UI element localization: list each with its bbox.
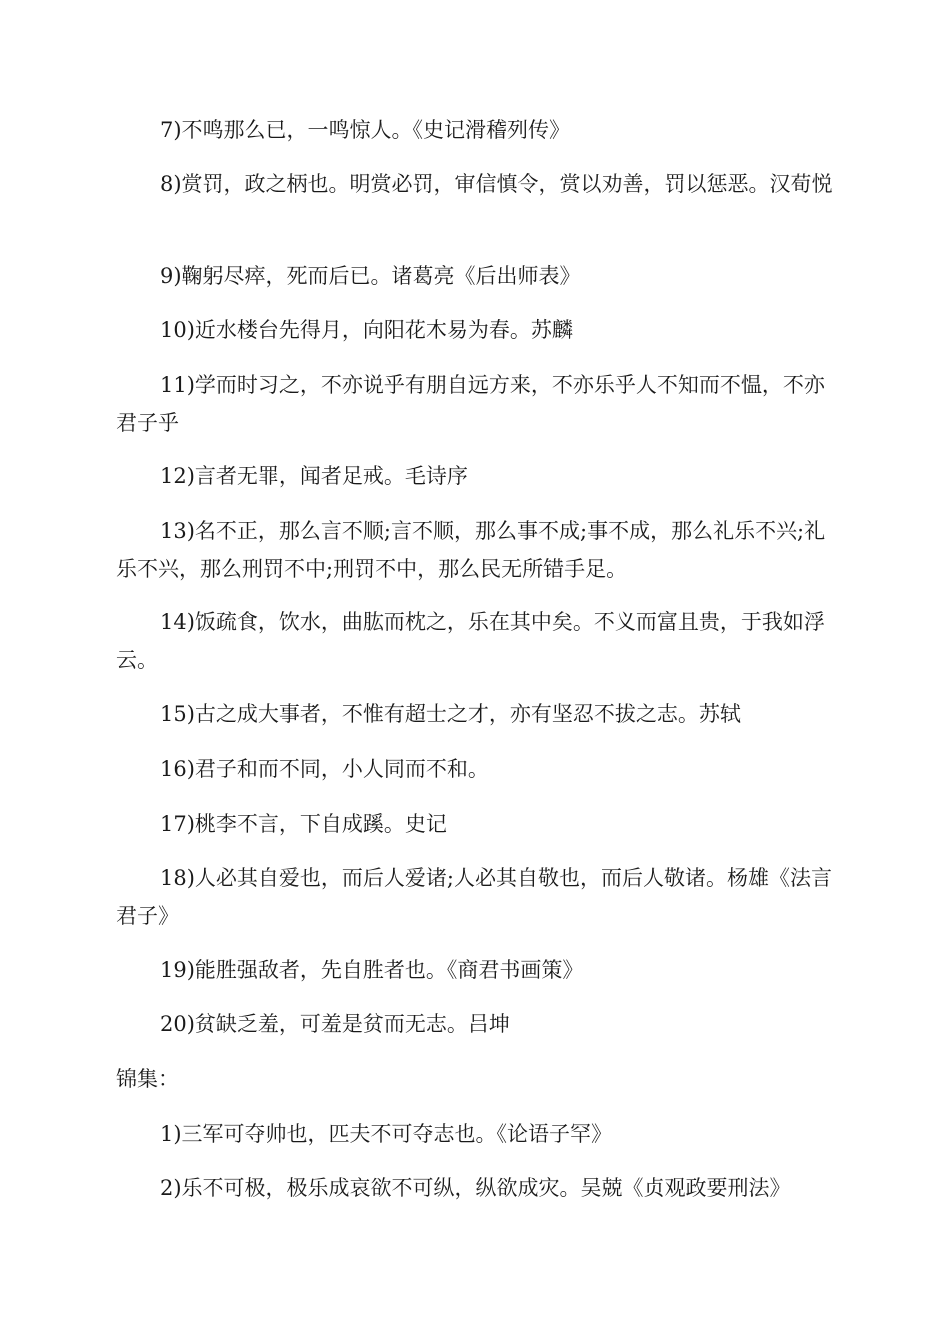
section-heading: 锦集： [116, 1067, 179, 1091]
quote-item: 18)人必其自爱也，而后人爱诸;人必其自敬也，而后人敬诸。杨雄《法言君子》 [116, 866, 832, 928]
quote-item: 11)学而时习之，不亦说乎有朋自远方来，不亦乐乎人不知而不愠，不亦君子乎 [116, 373, 825, 435]
quote-item: 19)能胜强敌者，先自胜者也。《商君书画策》 [160, 958, 584, 982]
quote-item: 7)不鸣那么已，一鸣惊人。《史记滑稽列传》 [160, 118, 571, 142]
quote-item: 16)君子和而不同，小人同而不和。 [160, 757, 489, 781]
quote-item: 1)三军可夺帅也，匹夫不可夺志也。《论语子罕》 [160, 1122, 613, 1146]
quote-item: 12)言者无罪，闻者足戒。毛诗序 [160, 464, 468, 488]
quote-item: 15)古之成大事者，不惟有超士之才，亦有坚忍不拔之志。苏轼 [160, 702, 741, 726]
quote-item: 20)贫缺乏羞，可羞是贫而无志。吕坤 [160, 1012, 510, 1036]
quote-item: 13)名不正，那么言不顺;言不顺，那么事不成;事不成，那么礼乐不兴;礼乐不兴，那么刑罚不中;刑罚不中，那么民无所错手足。 [116, 519, 826, 581]
quote-item: 8)赏罚，政之柄也。明赏必罚，审信慎令，赏以劝善，罚以惩恶。汉荀悦 [160, 172, 833, 196]
quote-item: 9)鞠躬尽瘁，死而后已。诸葛亮《后出师表》 [160, 264, 581, 288]
quote-item: 17)桃李不言，下自成蹊。史记 [160, 812, 447, 836]
quote-item: 10)近水楼台先得月，向阳花木易为春。苏麟 [160, 318, 573, 342]
quote-item: 2)乐不可极，极乐成哀欲不可纵，纵欲成灾。吴兢《贞观政要刑法》 [160, 1176, 791, 1200]
quote-item: 14)饭疏食，饮水，曲肱而枕之，乐在其中矣。不义而富且贵，于我如浮云。 [116, 610, 825, 672]
